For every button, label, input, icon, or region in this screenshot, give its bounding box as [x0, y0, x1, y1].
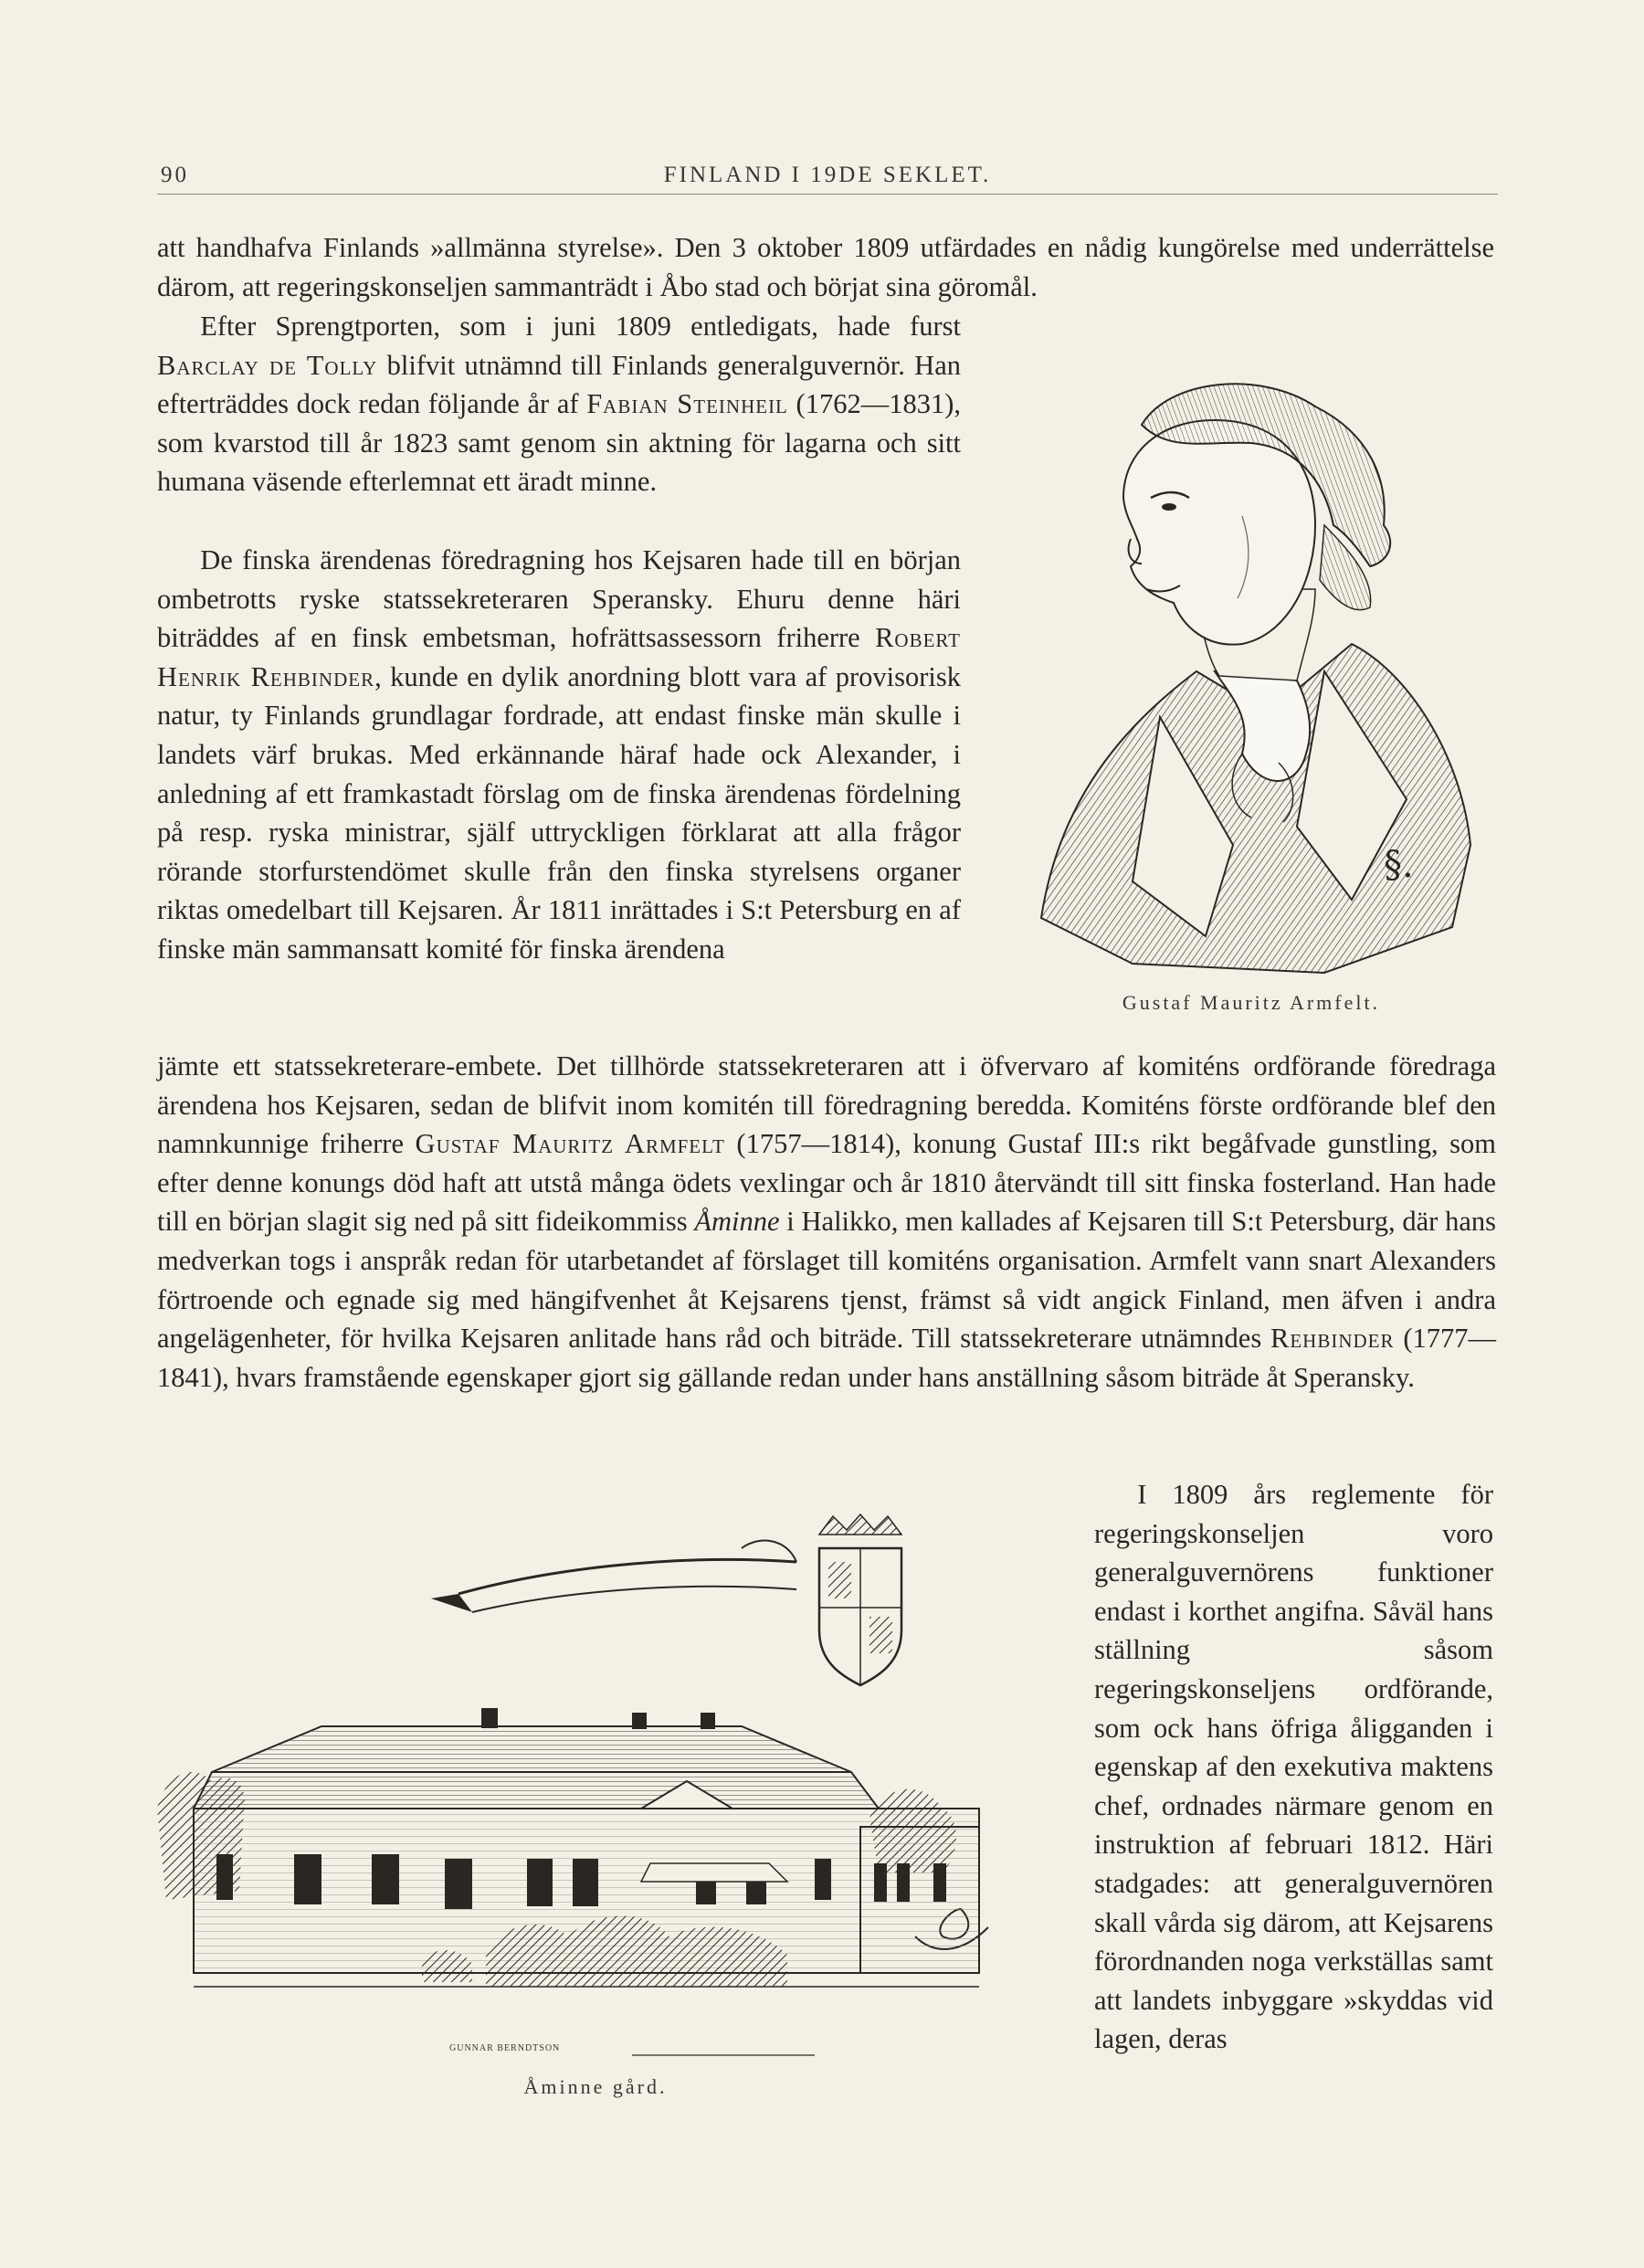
- person-name: Barclay de Tolly: [157, 349, 378, 381]
- manor-caption: Åminne gård.: [523, 2075, 668, 2098]
- header-rule: [157, 194, 1498, 195]
- paragraph-opening: [157, 228, 1494, 306]
- paragraph-finska-arenden: [157, 541, 961, 969]
- paragraph-efter-sprengtporten: [157, 307, 961, 501]
- portrait-caption: Gustaf Mauritz Armfelt.: [1122, 991, 1381, 1014]
- paragraph-text: Efter Sprengtporten, som i juni 1809 entledigats, hade furst: [200, 311, 961, 342]
- person-name: Gustaf Mauritz Armfelt: [415, 1128, 725, 1160]
- svg-text:§.: §.: [1384, 844, 1414, 886]
- portrait-engraving: [1023, 370, 1480, 977]
- paragraph-text: jämte ett statssekreterare-embete. Det tillhörde statssekreteraren att i öfvervaro af komiténs ordförande föredraga ärendena hos Kejsaren, sedan de blifvit inom komitén till föredragning beredda. Komiténs förste ordförande blef den namnkunnige friherre: [157, 1050, 1496, 1160]
- manor-illustration: [157, 1507, 1034, 2083]
- artist-signature: GUNNAR BERNDTSON: [449, 2043, 561, 2053]
- paragraph-text: (1757—1814), konung Gustaf III:s rikt begåfvade gunstling, som efter denne konungs död haft att utstå många ödets vexlingar och år 1810 återvändt till sitt finska fosterland. Han hade till en början slagit sig ned på sitt fideikommiss: [157, 1128, 1496, 1238]
- paragraph-text: De finska ärendenas föredragning hos Kejsaren hade till en början ombetrotts ryske statssekreteraren Speransky. Ehuru denne häri biträddes af en finsk embetsman, hofrättsassessorn friherre: [157, 544, 961, 654]
- paragraph-text: i Halikko, men kallades af Kejsaren till S:t Petersburg, där hans medverkan togs i anspråk redan för utarbetandet af förslaget till komiténs organisation. Armfelt vann snart Alexanders förtroende och egnade sig med hängifvenhet åt Kejsarens tjenst, främst så vidt angick Finland, men äfven i andra angelägenheter, för hvilka Kejsaren anlitade hans råd och biträde. Till statssekreterare utnämndes: [157, 1206, 1496, 1355]
- paragraph-text: , kunde en dylik anordning blott vara af provisorisk natur, ty Finlands grundlagar fordrade, att endast finske män skulle i landets värf brukas. Med erkännande häraf hade ock Alexander, i anledning af ett framkastadt förslag om de finska ärendenas fördelning på resp. ryska ministrar, själf uttryckligen förklarat att alla frågor rörande storfurstendömet skulle från den finska styrelsens organer riktas omedelbart till Kejsaren. År 1811 inrättades i S:t Petersburg en af finske män sammansatt komité för finska ärendena: [157, 660, 961, 965]
- page-number: 90: [161, 163, 189, 187]
- paragraph-text: att handhafva Finlands »allmänna styrelse». Den 3 oktober 1809 utfärdades en nådig kungörelse med underrättelse därom, att regeringskonseljen sammanträdt i Åbo stad och börjat sina göromål.: [157, 232, 1494, 302]
- paragraph-text: (1762—1831), som kvarstod till år 1823 samt genom sin aktning för lagarna och sitt humana väsende efterlemnat ett äradt minne.: [157, 388, 961, 498]
- person-name: Rehbinder: [1270, 1323, 1395, 1355]
- running-title: FINLAND I 19DE SEKLET.: [663, 163, 992, 187]
- paragraph-text: I 1809 års reglemente för regeringskonseljen voro generalguvernörens funktioner endast i korthet angifna. Såväl hans ställning såsom regeringskonseljens ordförande, som ock hans öfriga åligganden i egenskap af den exekutiva maktens chef, ordnades närmare genom en instruktion af februari 1812. Häri stadgades: att generalguvernören skall vårda sig därom, att Kejsarens förordnanden noga verkställas samt att landets inbyggare »skyddas vid lagen, deras: [1094, 1479, 1493, 2055]
- running-head: [157, 163, 1498, 190]
- paragraph-komite: [157, 1047, 1496, 1397]
- person-name: Robert Henrik Rehbinder: [157, 622, 961, 692]
- paragraph-text: (1777—1841), hvars framstående egenskaper gjort sig gällande redan under hans anställning såsom biträde åt Speransky.: [157, 1323, 1496, 1393]
- manor-engraving: [157, 1507, 1034, 2083]
- place-name: Åminne: [694, 1206, 780, 1238]
- paragraph-reglemente: [1094, 1475, 1493, 2059]
- paragraph-text: blifvit utnämnd till Finlands generalguvernör. Han efterträddes dock redan följande år af: [157, 349, 961, 420]
- person-name: Fabian Steinheil: [586, 388, 788, 420]
- portrait-illustration: [1023, 370, 1480, 977]
